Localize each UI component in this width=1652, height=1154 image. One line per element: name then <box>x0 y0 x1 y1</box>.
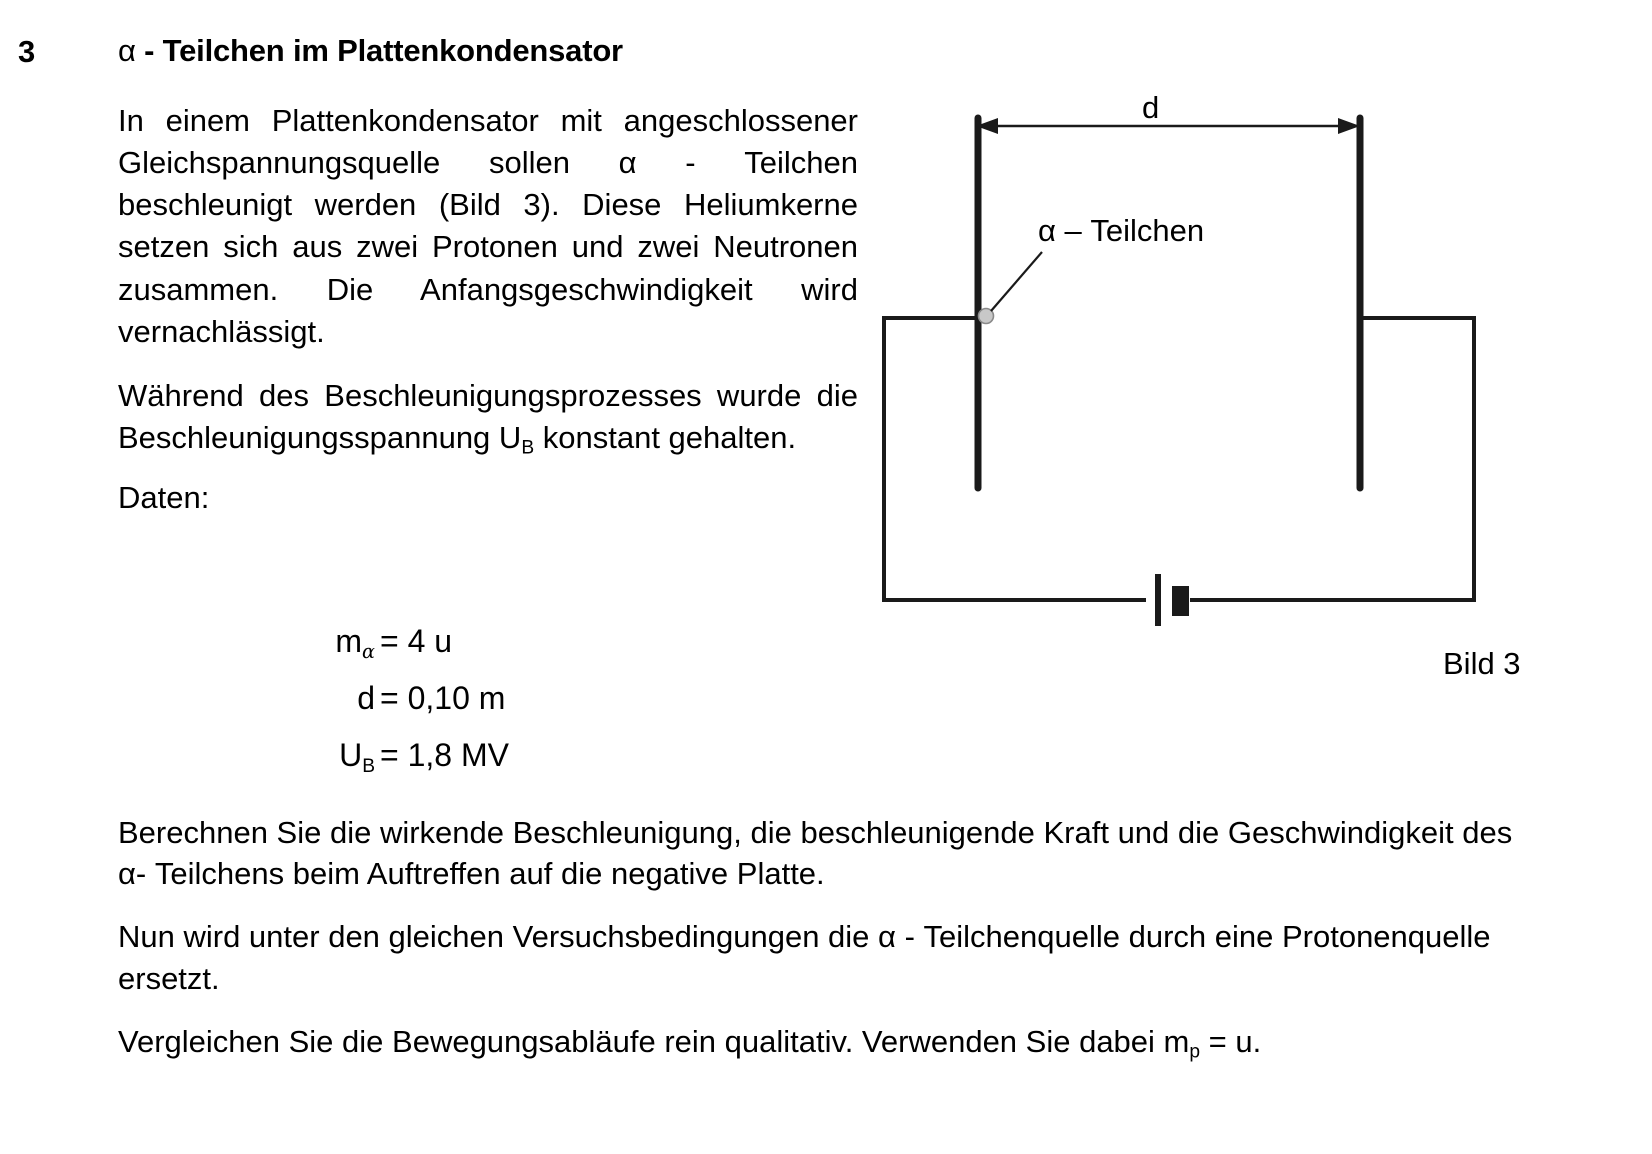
alpha-particle-label: α – Teilchen <box>1038 213 1205 248</box>
figure-plate-capacitor <box>860 90 1500 630</box>
circuit-wires <box>884 318 1474 600</box>
data-heading: Daten: <box>118 480 210 516</box>
question-3 <box>118 1021 1536 1062</box>
data-symbol-u: U <box>339 737 363 773</box>
paragraph-voltage <box>118 375 858 459</box>
question-3-pre: Vergleichen Sie die Bewegungsabläufe rein qualitativ. Verwenden Sie dabei m <box>118 1023 1190 1059</box>
paragraph-voltage-post: konstant gehalten. <box>534 420 797 456</box>
battery-symbol <box>1155 574 1189 626</box>
circuit-diagram-svg <box>860 90 1500 630</box>
alpha-particle-leader-line <box>991 252 1042 311</box>
data-symbol-m: m <box>335 623 363 659</box>
proton-mass-subscript: p <box>1189 1041 1201 1063</box>
page-title <box>118 34 623 68</box>
question-1: Berechnen Sie die wirkende Beschleunigung, die beschleunigende Kraft und die Geschwindigkeit des α- Teilchens beim Auftreffen auf die negative Platte. <box>118 815 1513 892</box>
voltage-subscript: B <box>521 437 535 459</box>
left-text-column <box>118 100 858 535</box>
data-row <box>190 625 610 682</box>
data-values-list <box>190 625 610 796</box>
data-subscript-b: B <box>362 755 375 777</box>
data-value-mass: = 4 u <box>380 623 453 659</box>
dimension-arrow-d <box>976 118 1360 134</box>
task-number: 3 <box>18 34 36 69</box>
data-subscript-alpha: α <box>362 639 375 663</box>
title-alpha-symbol: α <box>118 33 136 68</box>
question-2: Nun wird unter den gleichen Versuchsbedingungen die α - Teilchenquelle durch eine Protonenquelle ersetzt. <box>118 919 1491 996</box>
data-symbol-d: d <box>357 680 375 716</box>
paragraph-voltage-pre: Während des Beschleunigungsprozesses wurde die Beschleunigungsspannung U <box>118 377 858 456</box>
dimension-label-d: d <box>1142 90 1160 125</box>
data-value-distance: = 0,10 m <box>380 680 506 716</box>
data-symbol-voltage <box>339 737 375 777</box>
questions-column <box>118 812 1536 1084</box>
figure-caption: Bild 3 <box>1443 646 1521 681</box>
data-symbol-distance <box>357 682 375 714</box>
data-row <box>190 682 610 739</box>
question-3-post: = u. <box>1200 1023 1262 1059</box>
paragraph-intro: In einem Plattenkondensator mit angeschlossener Gleichspannungsquelle sollen α - Teilchen beschleunigt werden (Bild 3). Diese Heliumkerne setzen sich aus zwei Protonen und zwei Neutronen zusammen. Die Anfangsgeschwindigkeit wird vernachlässigt. <box>118 103 858 349</box>
data-symbol-mass <box>335 623 375 663</box>
title-text: - Teilchen im Plattenkondensator <box>135 33 623 68</box>
data-row <box>190 739 610 796</box>
data-value-voltage: = 1,8 MV <box>380 737 509 773</box>
